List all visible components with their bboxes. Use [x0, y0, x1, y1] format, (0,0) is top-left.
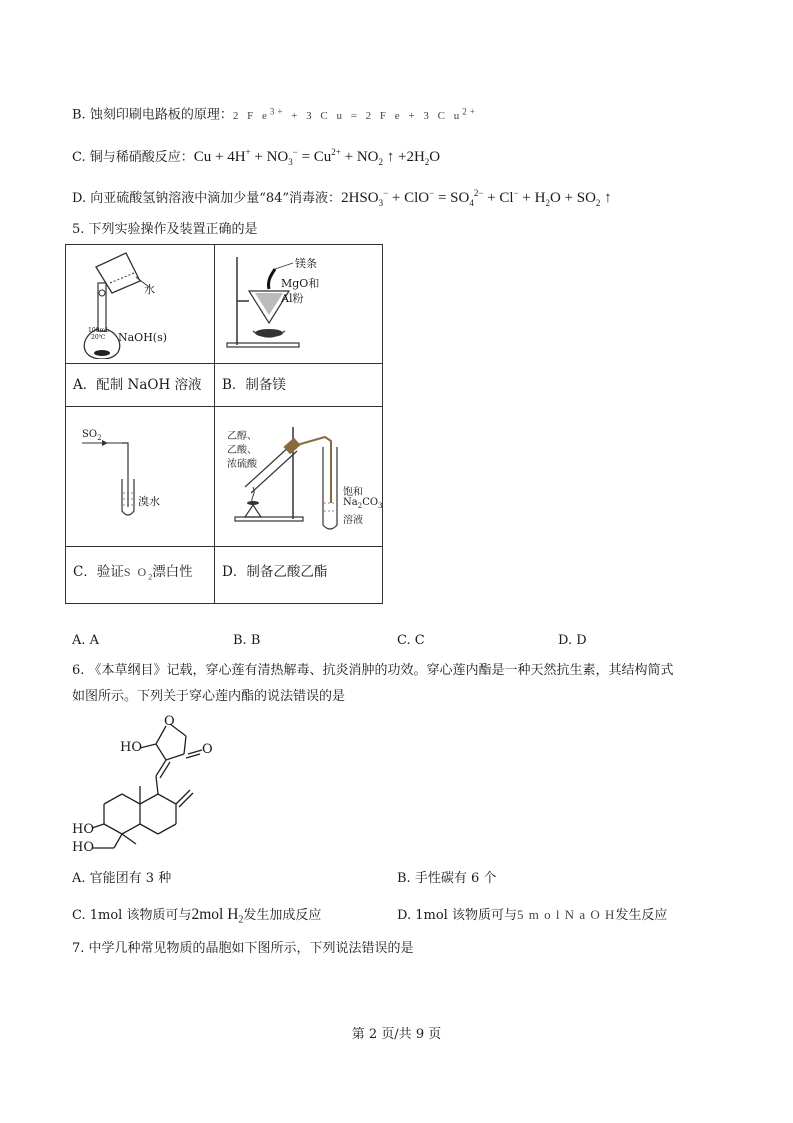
label-flask-volume: 100mL: [88, 327, 110, 334]
label-reagent-3: 浓硫酸: [227, 459, 257, 470]
label-solution: 溶液: [343, 515, 363, 526]
label-ho-top: HO: [120, 740, 142, 755]
question-5-table: [65, 244, 383, 604]
question-5-stem: 5. 下列实验操作及装置正确的是: [72, 222, 258, 237]
cell-d-caption: D．制备乙酸乙酯: [215, 547, 383, 604]
cell-a-caption: A．配制 NaOH 溶液: [66, 364, 215, 407]
question-6-stem-line-1: 6. 《本草纲目》记载，穿心莲有清热解毒、抗炎消肿的功效。穿心莲内酯是一种天然抗生素，其结构简式: [72, 663, 674, 678]
option-d-line: D. 向亚硫酸氢钠溶液中滴加少量“84”消毒液：$2HSO_3^- + ClO^- = SO_4^{2-} + Cl^- + H_2O + SO_2$ ↑: [72, 188, 612, 208]
label-na2co3: $Na_2CO_3$: [343, 497, 383, 510]
label-reagent-2: 乙酸、: [227, 445, 257, 456]
cell-c-diagram: [66, 407, 215, 547]
question-6-stem-line-2: 如图所示。下列关于穿心莲内酯的说法错误的是: [72, 689, 346, 704]
q6-option-d: D. 1mol 该物质可与5 m o l N a O H发生反应: [397, 907, 668, 923]
q6-option-a: A. 官能团有 3 种: [72, 871, 172, 886]
q5-option-a: A. A: [72, 633, 100, 648]
label-mg-strip: 镁条: [295, 257, 317, 270]
equation-d: $2HSO_3^- + ClO^- = SO_4^{2-} + Cl^- + H_2O + SO_2$ ↑: [341, 188, 612, 208]
equation-b: 2 F $e^{3+} + 3$ C u = 2 F e + 3 C $u^{2+}$: [232, 106, 478, 122]
question-7-stem: 7. 中学几种常见物质的晶胞如下图所示，下列说法错误的是: [72, 941, 414, 956]
q5-option-b: B. B: [233, 633, 261, 648]
q6-option-b: B. 手性碳有 6 个: [397, 871, 497, 886]
label-ho-bottom: HO: [72, 840, 94, 855]
label-ho-middle: HO: [72, 822, 94, 837]
label-flask-temp: 20℃: [91, 334, 106, 341]
page-footer: 第 2 页/共 9 页: [351, 1027, 442, 1042]
label-mgo: MgO和: [281, 277, 320, 290]
label-carbonyl-oxygen: O: [202, 742, 213, 757]
label-so2-gas: $SO_2$: [82, 429, 102, 442]
cell-b-caption: B．制备镁: [215, 364, 383, 407]
equation-c: $Cu + 4H^+ + NO_3^- = Cu^{2+} + NO_2$ ↑ $+2H_2O$: [193, 147, 441, 167]
label-saturated: 饱和: [343, 487, 363, 498]
cell-c-caption: C．验证S $O_2$漂白性: [66, 547, 215, 604]
label-naoh: NaOH(s): [118, 331, 168, 344]
label-ring-oxygen: O: [164, 714, 175, 729]
option-c-line: C. 铜与稀硝酸反应：$Cu + 4H^+ + NO_3^- = Cu^{2+} + NO_2$ ↑ $+2H_2O$: [72, 147, 441, 167]
option-b-line: B. 蚀刻印刷电路板的原理：2 F $e^{3+} + 3$ C u = 2 F e + 3 C $u^{2+}$: [72, 106, 478, 123]
q6-option-c: C. 1mol 该物质可与2mol $H_2$发生加成反应: [72, 906, 322, 926]
label-reagent-1: 乙醇、: [227, 431, 257, 442]
cell-d-diagram: [215, 407, 383, 547]
cell-a-diagram: [66, 245, 215, 364]
q5-option-c: C. C: [397, 633, 425, 648]
label-al: Al粉: [281, 292, 304, 305]
label-bromine-water: 溴水: [138, 495, 160, 508]
so2-bromine-diagram: [66, 407, 214, 542]
cell-b-diagram: [215, 245, 383, 364]
label-water: 水: [144, 283, 155, 296]
q5-option-d: D. D: [558, 633, 587, 648]
